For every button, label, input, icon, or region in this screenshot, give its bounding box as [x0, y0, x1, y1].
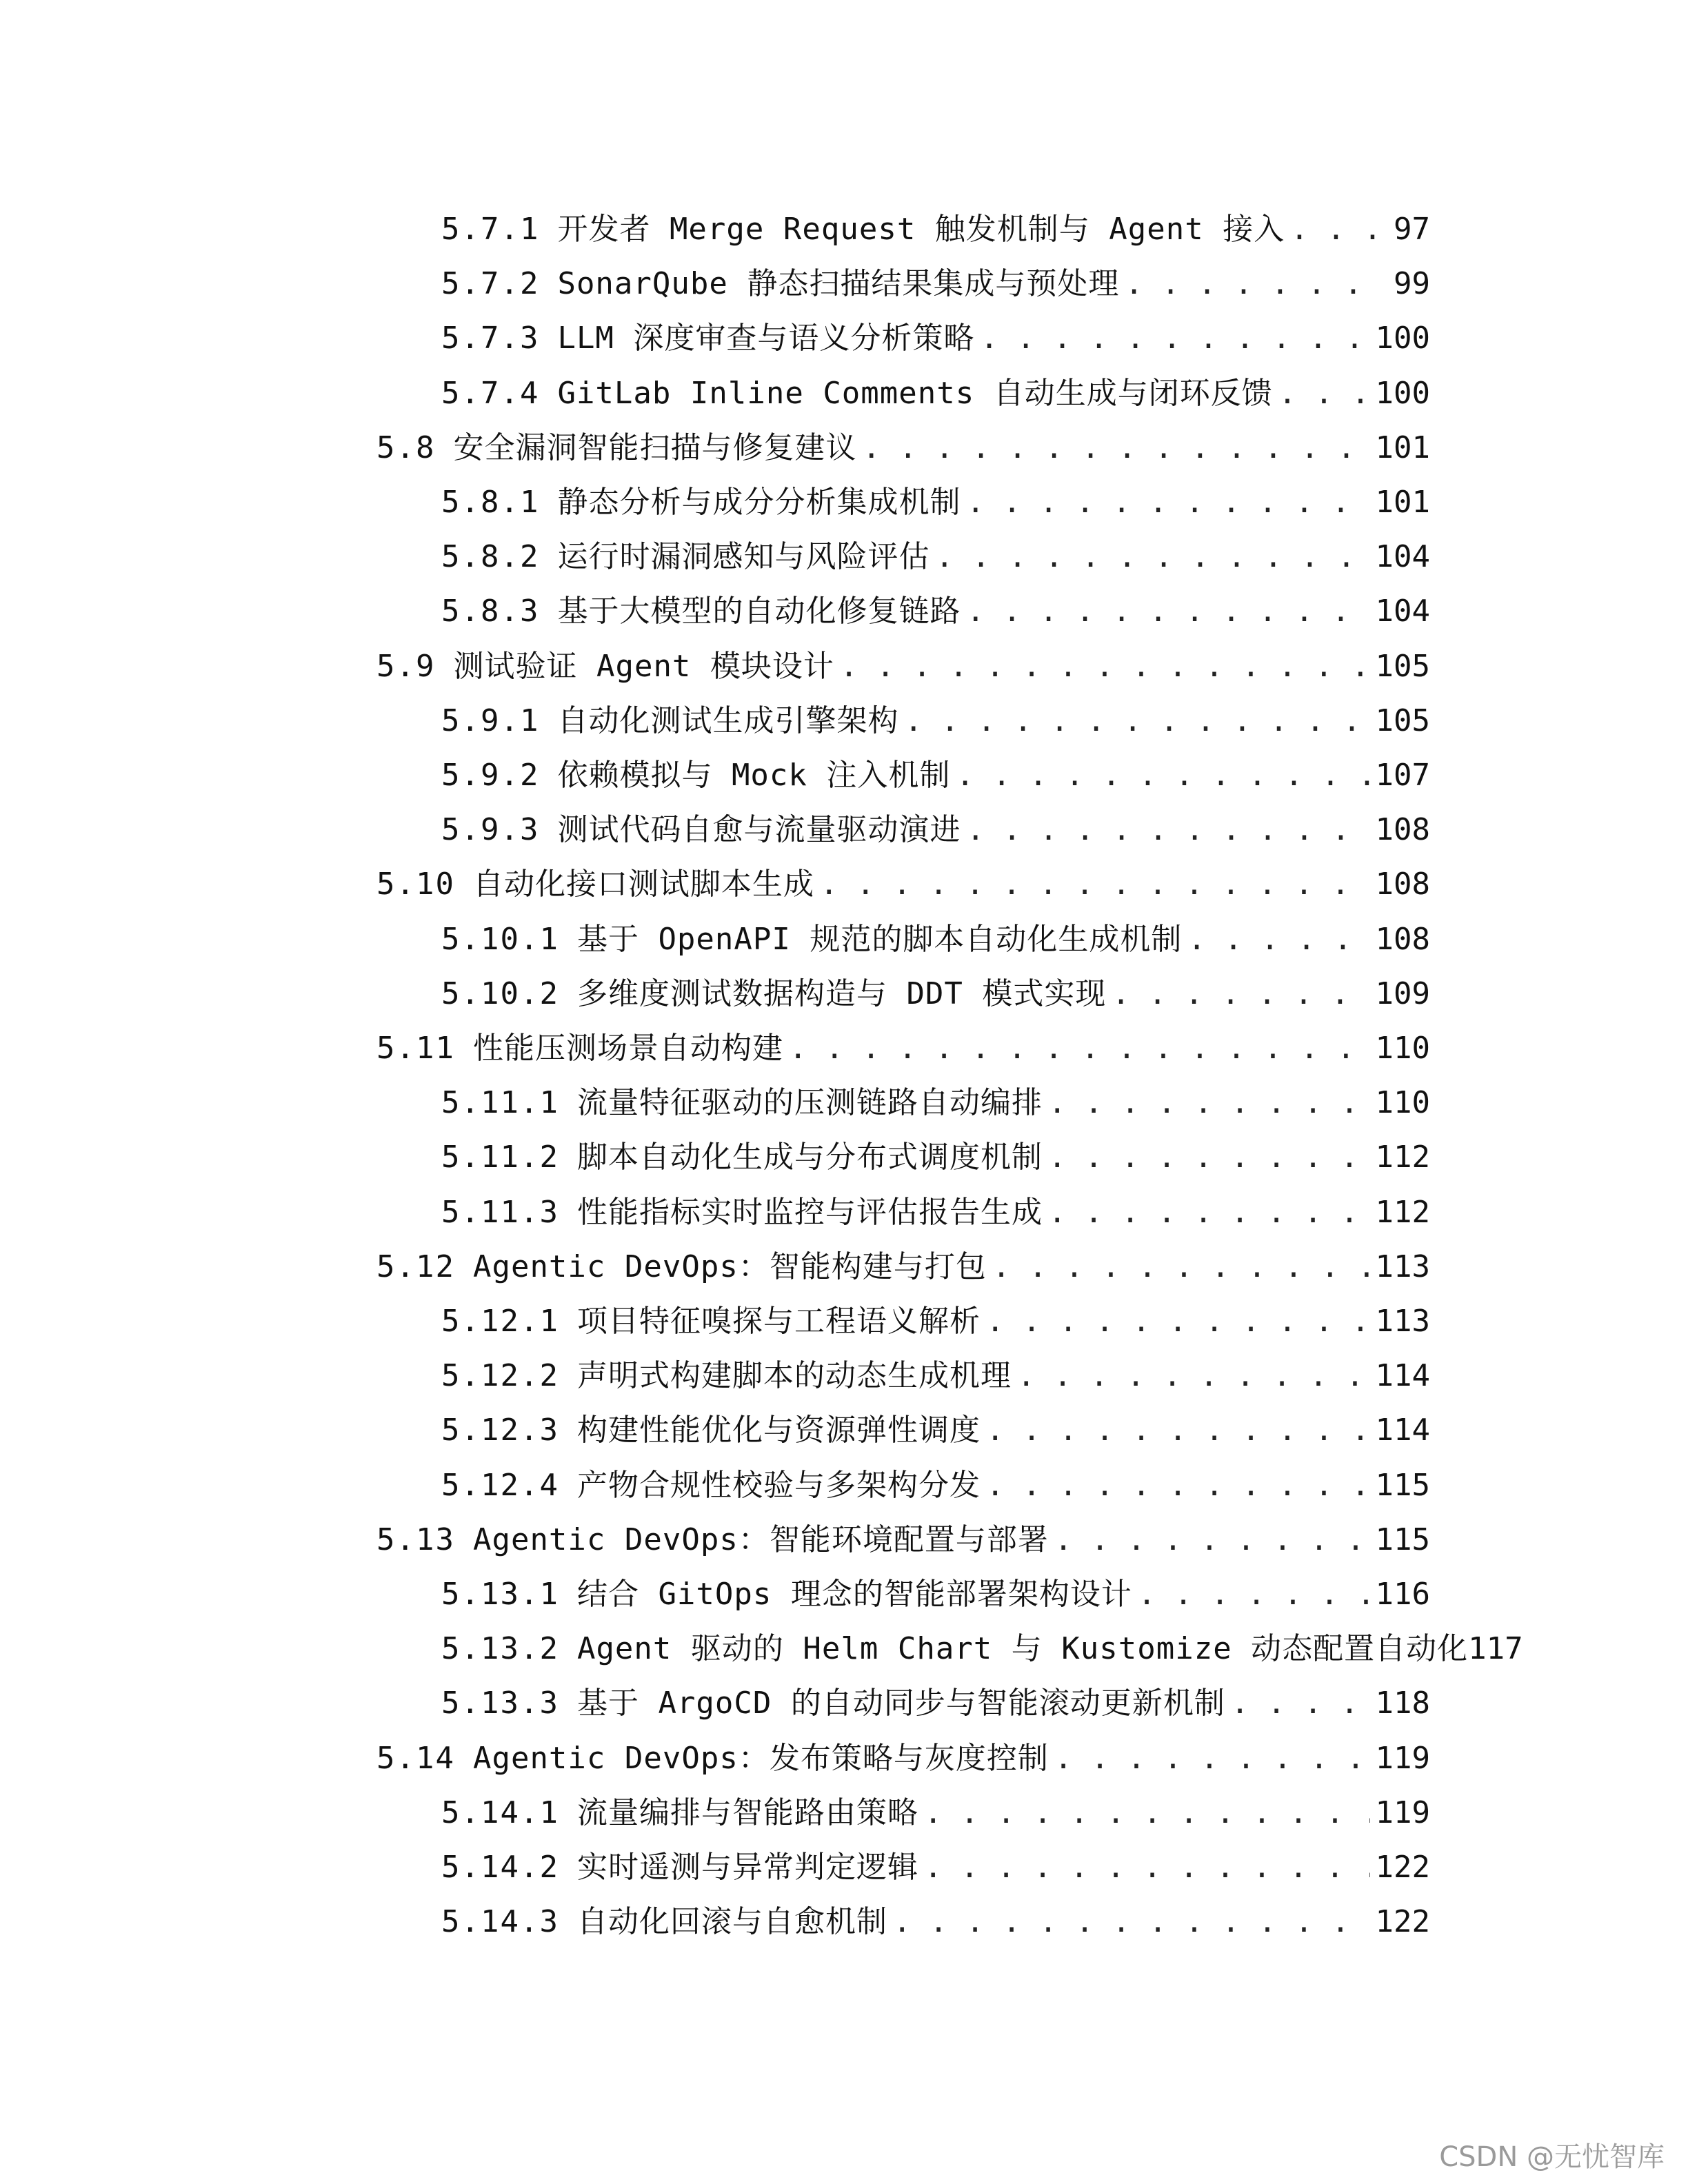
- toc-entry-title: 测试代码自愈与流量驱动演进: [557, 812, 961, 847]
- toc-dot-leader: [893, 1900, 1370, 1944]
- toc-dot-leader: [966, 481, 1369, 525]
- toc-entry[interactable]: [376, 1245, 1430, 1289]
- toc-dot-leader: [986, 1464, 1370, 1508]
- toc-entry[interactable]: [441, 699, 1430, 743]
- toc-entry[interactable]: [441, 1464, 1430, 1508]
- toc-entry-title: GitLab Inline Comments 自动生成与闭环反馈: [557, 376, 1273, 411]
- toc-entry-title: 基于大模型的自动化修复链路: [557, 594, 961, 629]
- toc-entry-number: 5.11.2: [441, 1140, 559, 1175]
- toc-entry[interactable]: [441, 754, 1430, 798]
- toc-entry-number: 5.7.3: [441, 321, 540, 356]
- toc-entry-title: Agentic DevOps：智能构建与打包: [472, 1249, 987, 1284]
- toc-entry-title: 实时遥测与异常判定逻辑: [576, 1850, 918, 1885]
- toc-entry[interactable]: [376, 1518, 1430, 1562]
- toc-dot-leader: [1231, 1681, 1370, 1726]
- toc-entry[interactable]: [441, 1354, 1430, 1398]
- toc-entry-page-number: 104: [1375, 539, 1430, 574]
- toc-entry-number: 5.14.1: [441, 1795, 559, 1830]
- toc-entry[interactable]: [441, 1573, 1430, 1617]
- toc-entry-title: 流量特征驱动的压测链路自动编排: [576, 1085, 1043, 1120]
- toc-entry-page-number: 97: [1394, 212, 1430, 247]
- toc-entry[interactable]: [441, 1300, 1430, 1344]
- toc-entry[interactable]: [441, 1791, 1430, 1835]
- toc-entry-title: Agent 驱动的 Helm Chart 与 Kustomize 动态配置自动化: [576, 1631, 1469, 1666]
- toc-dot-leader: [1290, 208, 1376, 252]
- toc-entry[interactable]: [441, 1081, 1430, 1125]
- toc-entry-page-number: 115: [1375, 1468, 1430, 1503]
- toc-entry-page-number: 108: [1375, 867, 1430, 902]
- toc-entry-number: 5.14.2: [441, 1850, 559, 1885]
- toc-dot-leader: [1048, 1191, 1370, 1235]
- toc-entry-number: 5.12.3: [441, 1413, 559, 1448]
- toc-dot-leader: [1112, 972, 1369, 1016]
- toc-entry-title: 自动化接口测试脚本生成: [472, 867, 814, 902]
- toc-dot-leader: [840, 645, 1370, 689]
- toc-entry-page-number: 100: [1375, 376, 1430, 411]
- toc-entry-number: 5.12.2: [441, 1358, 559, 1393]
- toc-entry-title: SonarQube 静态扫描结果集成与预处理: [557, 266, 1120, 301]
- toc-entry-title: 项目特征嗅探与工程语义解析: [576, 1304, 981, 1339]
- toc-dot-leader: [1187, 918, 1369, 962]
- toc-entry-title: 基于 ArgoCD 的自动同步与智能滚动更新机制: [576, 1686, 1225, 1721]
- toc-dot-leader: [935, 535, 1369, 579]
- toc-entry-page-number: 113: [1375, 1304, 1430, 1339]
- toc-entry-page-number: 112: [1375, 1195, 1430, 1230]
- toc-entry-number: 5.9.3: [441, 812, 540, 847]
- toc-entry-page-number: 108: [1375, 922, 1430, 957]
- toc-entry[interactable]: [376, 645, 1430, 689]
- toc-entry-title: 依赖模拟与 Mock 注入机制: [557, 758, 951, 793]
- toc-entry-title: 运行时漏洞感知与风险评估: [557, 539, 930, 574]
- toc-dot-leader: [1048, 1081, 1370, 1125]
- toc-entry[interactable]: [376, 862, 1430, 907]
- toc-entry-number: 5.9: [376, 649, 436, 684]
- toc-entry[interactable]: [441, 1681, 1430, 1726]
- toc-entry-number: 5.8.3: [441, 594, 540, 629]
- toc-entry-number: 5.8.2: [441, 539, 540, 574]
- toc-entry[interactable]: [441, 972, 1430, 1016]
- toc-entry-number: 5.10: [376, 867, 455, 902]
- toc-entry-page-number: 110: [1375, 1031, 1430, 1066]
- toc-dot-leader: [966, 589, 1369, 634]
- toc-dot-leader: [1138, 1573, 1370, 1617]
- toc-entry[interactable]: [441, 372, 1430, 416]
- toc-entry-page-number: 114: [1375, 1413, 1430, 1448]
- toc-entry-title: 测试验证 Agent 模块设计: [453, 649, 834, 684]
- toc-entry-title: 构建性能优化与资源弹性调度: [576, 1413, 981, 1448]
- toc-entry-title: 脚本自动化生成与分布式调度机制: [576, 1140, 1043, 1175]
- toc-entry-number: 5.10.1: [441, 922, 559, 957]
- toc-entry-title: 性能压测场景自动构建: [472, 1031, 783, 1066]
- toc-entry-number: 5.12: [376, 1249, 455, 1284]
- toc-entry-title: 静态分析与成分分析集成机制: [557, 485, 961, 520]
- toc-entry-page-number: 101: [1375, 485, 1430, 520]
- toc-entry-number: 5.8.1: [441, 485, 540, 520]
- toc-entry-title: 声明式构建脚本的动态生成机理: [576, 1358, 1012, 1393]
- toc-entry-title: 自动化回滚与自愈机制: [576, 1904, 887, 1939]
- toc-entry[interactable]: [441, 1900, 1430, 1944]
- toc-entry[interactable]: [376, 1737, 1430, 1781]
- toc-entry-number: 5.13.1: [441, 1577, 559, 1612]
- toc-entry[interactable]: [441, 481, 1430, 525]
- toc-dot-leader: [862, 426, 1369, 470]
- toc-entry[interactable]: [441, 1191, 1430, 1235]
- toc-dot-leader: [1054, 1518, 1370, 1562]
- toc-dot-leader: [980, 316, 1369, 361]
- toc-entry-page-number: 108: [1375, 812, 1430, 847]
- toc-entry-page-number: 105: [1375, 703, 1430, 738]
- toc-entry-page-number: 115: [1375, 1522, 1430, 1557]
- toc-entry-title: 性能指标实时监控与评估报告生成: [576, 1195, 1043, 1230]
- toc-entry-number: 5.14: [376, 1741, 455, 1776]
- toc-entry-page-number: 109: [1375, 976, 1430, 1011]
- toc-dot-leader: [924, 1846, 1370, 1890]
- toc-entry-number: 5.12.1: [441, 1304, 559, 1339]
- toc-entry-title: 产物合规性校验与多架构分发: [576, 1468, 981, 1503]
- toc-entry-number: 5.13.2: [441, 1631, 559, 1666]
- toc-entry-title: 基于 OpenAPI 规范的脚本自动化生成机制: [576, 922, 1183, 957]
- toc-entry-page-number: 110: [1375, 1085, 1430, 1120]
- toc-entry-number: 5.13.3: [441, 1686, 559, 1721]
- toc-entry-page-number: 100: [1375, 321, 1430, 356]
- toc-dot-leader: [1048, 1135, 1370, 1180]
- toc-entry-number: 5.11.3: [441, 1195, 559, 1230]
- toc-entry-page-number: 118: [1375, 1686, 1430, 1721]
- toc-dot-leader: [1125, 262, 1376, 306]
- toc-entry-title: 自动化测试生成引擎架构: [557, 703, 899, 738]
- toc-entry-number: 5.8: [376, 430, 436, 465]
- toc-entry-page-number: 119: [1375, 1795, 1430, 1830]
- toc-entry-number: 5.14.3: [441, 1904, 559, 1939]
- toc-entry-page-number: 117: [1468, 1631, 1523, 1666]
- toc-dot-leader: [1278, 372, 1370, 416]
- toc-entry-number: 5.7.2: [441, 266, 540, 301]
- toc-entry[interactable]: [441, 1135, 1430, 1180]
- toc-dot-leader: [789, 1027, 1370, 1071]
- toc-entry-number: 5.7.1: [441, 212, 540, 247]
- toc-entry-number: 5.9.2: [441, 758, 540, 793]
- toc-entry-page-number: 104: [1375, 594, 1430, 629]
- toc-entry-title: 流量编排与智能路由策略: [576, 1795, 918, 1830]
- toc-entry-title: Agentic DevOps：发布策略与灰度控制: [472, 1741, 1049, 1776]
- toc-dot-leader: [924, 1791, 1370, 1835]
- toc-entry-page-number: 112: [1375, 1140, 1430, 1175]
- toc-entry[interactable]: [441, 808, 1430, 852]
- toc-entry[interactable]: [376, 426, 1430, 470]
- toc-entry-page-number: 101: [1375, 430, 1430, 465]
- toc-entry-page-number: 99: [1394, 266, 1430, 301]
- toc-entry[interactable]: [376, 1027, 1430, 1071]
- toc-dot-leader: [820, 862, 1370, 907]
- toc-entry-page-number: 113: [1375, 1249, 1430, 1284]
- toc-entry[interactable]: [441, 918, 1430, 962]
- toc-entry[interactable]: [441, 1408, 1430, 1453]
- toc-entry-number: 5.11.1: [441, 1085, 559, 1120]
- toc-dot-leader: [904, 699, 1369, 743]
- toc-entry[interactable]: [441, 1627, 1523, 1671]
- toc-entry[interactable]: [441, 316, 1430, 361]
- toc-dot-leader: [956, 754, 1369, 798]
- toc-dot-leader: [992, 1245, 1370, 1289]
- toc-entry-page-number: 122: [1375, 1850, 1430, 1885]
- toc-entry-title: 安全漏洞智能扫描与修复建议: [453, 430, 857, 465]
- toc-entry-number: 5.9.1: [441, 703, 540, 738]
- toc-entry-page-number: 114: [1375, 1358, 1430, 1393]
- toc-entry[interactable]: [441, 535, 1430, 579]
- toc-entry[interactable]: [441, 262, 1430, 306]
- toc-entry-title: LLM 深度审查与语义分析策略: [557, 321, 975, 356]
- toc-entry-title: 多维度测试数据构造与 DDT 模式实现: [576, 976, 1107, 1011]
- toc-entry-number: 5.13: [376, 1522, 455, 1557]
- toc-entry-page-number: 107: [1375, 758, 1430, 793]
- toc-entry-title: 结合 GitOps 理念的智能部署架构设计: [576, 1577, 1132, 1612]
- toc-dot-leader: [986, 1300, 1370, 1344]
- csdn-watermark: CSDN @无忧智库: [1439, 2141, 1665, 2173]
- toc-entry[interactable]: [441, 208, 1430, 252]
- toc-entry[interactable]: [441, 589, 1430, 634]
- toc-dot-leader: [986, 1408, 1370, 1453]
- toc-dot-leader: [1054, 1737, 1370, 1781]
- toc-entry-number: 5.12.4: [441, 1468, 559, 1503]
- toc-entry[interactable]: [441, 1846, 1430, 1890]
- toc-entry-page-number: 122: [1375, 1904, 1430, 1939]
- toc-dot-leader: [966, 808, 1369, 852]
- toc-entry-page-number: 105: [1375, 649, 1430, 684]
- toc-dot-leader: [1017, 1354, 1370, 1398]
- toc-entry-title: Agentic DevOps：智能环境配置与部署: [472, 1522, 1049, 1557]
- toc-entry-number: 5.10.2: [441, 976, 559, 1011]
- toc-entry-page-number: 116: [1375, 1577, 1430, 1612]
- toc-entry-number: 5.7.4: [441, 376, 540, 411]
- toc-entry-page-number: 119: [1375, 1741, 1430, 1776]
- toc-entry-number: 5.11: [376, 1031, 455, 1066]
- toc-entry-title: 开发者 Merge Request 触发机制与 Agent 接入: [557, 212, 1285, 247]
